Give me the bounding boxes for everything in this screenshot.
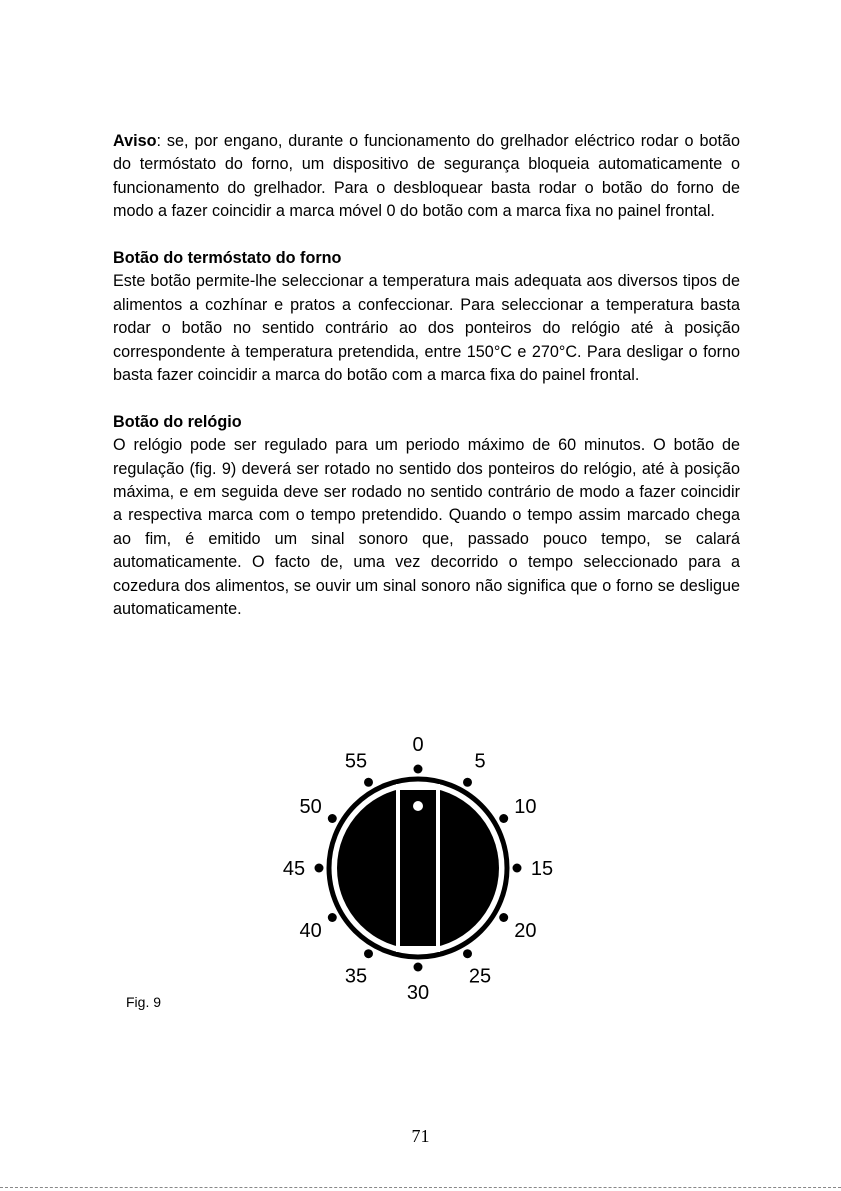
dial-tick-dot (414, 765, 423, 774)
thermostat-heading: Botão do termóstato do forno (113, 249, 342, 268)
warning-text: : se, por engano, durante o funcionamento do grelhador eléctrico rodar o botão do termóstato do forno, um dispositivo de segurança bloqueia automaticamente o funcionamento do grelhador. Para o desbloquear basta rodar o botão do forno de modo a fazer coincidir a marca móvel 0 do botão com a marca fixa no painel frontal. (113, 132, 740, 221)
dial-label-5: 5 (474, 750, 486, 773)
dial-label-40: 40 (299, 920, 322, 942)
dial-label-30: 30 (406, 982, 430, 1004)
thermostat-paragraph: Este botão permite-lhe seleccionar a temperatura mais adequata aos diversos tipos de alimentos a cozhínar e pratos a confeccionar. Para seleccionar a temperatura basta rodar o botão no sentido contrário ao dos ponteiros do relógio até à posição correspondente à temperatura pretendida, entre 150°C e 270°C. Para desligar o forno basta fazer coincidir a marca do botão com a marca fixa do painel frontal. (113, 272, 740, 385)
dial-ticks (283, 734, 553, 1004)
clock-heading: Botão do relógio (113, 412, 242, 431)
dial-label-15: 15 (530, 858, 554, 880)
dial-tick-dot (463, 778, 472, 787)
dial-tick-dot (414, 963, 423, 972)
dial-label-35: 35 (344, 965, 368, 988)
warning-paragraph (113, 130, 740, 224)
dial-grip (396, 784, 440, 952)
warning-label: Aviso (113, 132, 157, 150)
dial-tick-dot (513, 864, 522, 873)
figure-caption: Fig. 9 (126, 994, 162, 1010)
dial-label-50: 50 (299, 796, 322, 818)
dial-tick-dot (364, 949, 373, 958)
dial-tick-dot (499, 913, 508, 922)
clock-paragraph: O relógio pode ser regulado para um periodo máximo de 60 minutos. O botão de regulação (fig. 9) deverá ser rotado no sentido dos ponteiros do relógio, até à posição máxima, e em seguida deve ser rodado no sentido contrário de modo a fazer coincidir a respectiva marca com o tempo pretendido. Quando o tempo assim marcado chega ao fim, é emitido um sinal sonoro que, passado pouco tempo, se calará automaticamente. O facto de, uma vez decorrido o tempo seleccionado para a cozedura dos alimentos, se ouvir um sinal sonoro não significa que o forno se desligue automaticamente. (113, 436, 740, 619)
page-number: 71 (411, 1126, 430, 1146)
dial-tick-dot (499, 814, 508, 823)
dial-label-10: 10 (514, 796, 537, 818)
dial-tick-dot (328, 814, 337, 823)
dial-tick-dot (315, 864, 324, 873)
timer-dial (329, 779, 507, 957)
dial-label-45: 45 (282, 858, 306, 880)
dial-label-20: 20 (514, 920, 537, 942)
dial-tick-dot (328, 913, 337, 922)
dial-label-0: 0 (412, 734, 424, 756)
page-border (0, 1187, 841, 1188)
dial-tick-dot (463, 949, 472, 958)
dial-label-55: 55 (344, 750, 368, 773)
dial-marker (413, 801, 423, 811)
dial-label-25: 25 (468, 965, 492, 988)
dial-tick-dot (364, 778, 373, 787)
page-body (113, 130, 740, 622)
